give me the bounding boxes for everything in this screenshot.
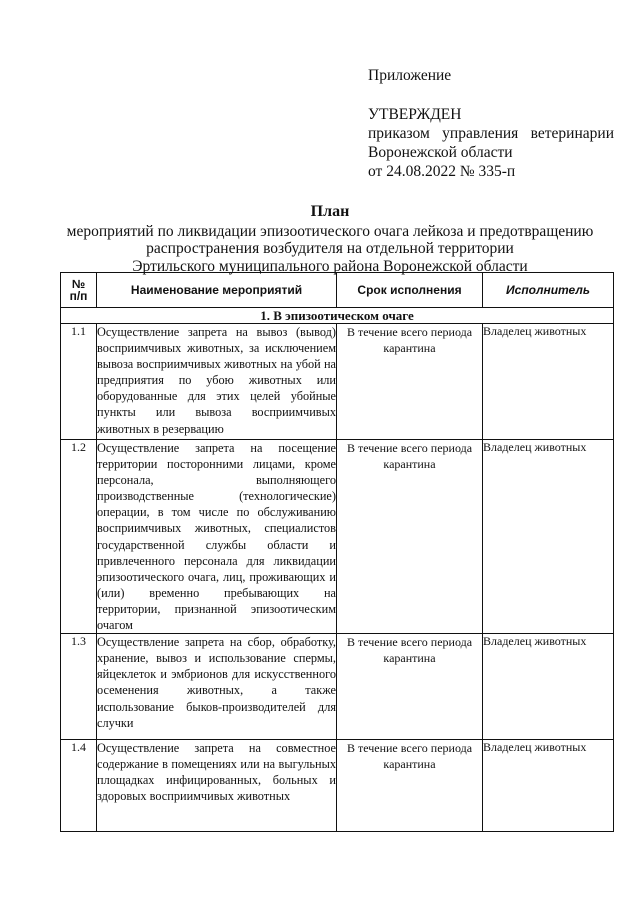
row-number: 1.3	[61, 634, 97, 740]
order-line-3: от 24.08.2022 № 335-п	[368, 163, 516, 180]
table-header-row	[61, 273, 614, 308]
document-title	[60, 203, 600, 275]
row-executor: Владелец животных	[483, 740, 614, 832]
row-period: В течение всего периода карантина	[337, 634, 483, 740]
row-period: В течение всего периода карантина	[337, 740, 483, 832]
row-executor: Владелец животных	[483, 440, 614, 634]
table-row	[61, 740, 614, 832]
appendix-label: Приложение	[368, 67, 452, 84]
table-row	[61, 440, 614, 634]
order-line-2: Воронежской области	[368, 144, 513, 161]
title-line-2: распространения возбудителя на отдельной территории	[146, 240, 514, 257]
section-title: 1. В эпизоотическом очаге	[61, 308, 614, 324]
row-measure: Осуществление запрета на вывоз (вывод) восприимчивых животных, за исключением вывоза восприимчивых животных на убой на предприятия по убою животных или оборудованные для этих целей убойные пункты или вывоза восприимчивых животных в резервацию	[97, 324, 337, 440]
measures-table	[60, 272, 614, 832]
table-row	[61, 324, 614, 440]
header-executor: Исполнитель	[483, 273, 614, 308]
section-row	[61, 308, 614, 324]
row-number: 1.4	[61, 740, 97, 832]
approved-label: УТВЕРЖДЕН	[368, 106, 462, 123]
header-name: Наименование мероприятий	[97, 273, 337, 308]
row-executor: Владелец животных	[483, 324, 614, 440]
approval-header	[368, 66, 614, 181]
header-period: Срок исполнения	[337, 273, 483, 308]
row-measure: Осуществление запрета на сбор, обработку, хранение, вывоз и использование спермы, яйцеклеток и эмбрионов для искусственного осеменения животных, а также использование быков-производителей для случки	[97, 634, 337, 740]
title-line-3: Эртильского муниципального района Воронежской области	[132, 257, 528, 275]
table-row	[61, 634, 614, 740]
order-line-1: приказом управления ветеринарии	[368, 125, 614, 142]
row-measure: Осуществление запрета на совместное содержание в помещениях или на выгульных площадках инфицированных, больных и здоровых восприимчивых животных	[97, 740, 337, 832]
header-num: № п/п	[61, 273, 97, 308]
row-period: В течение всего периода карантина	[337, 324, 483, 440]
title-line-1: мероприятий по ликвидации эпизоотического очага лейкоза и предотвращению	[66, 222, 594, 240]
row-executor: Владелец животных	[483, 634, 614, 740]
row-number: 1.1	[61, 324, 97, 440]
title-plan: План	[310, 203, 350, 220]
row-period: В течение всего периода карантина	[337, 440, 483, 634]
row-measure: Осуществление запрета на посещение территории посторонними лицами, кроме персонала, выполняющего производственные (технологические) операции, в том числе по обслуживанию восприимчивых животных, специалистов государственной службы области и привлеченного персонала для ликвидации эпизоотического очага, лиц, проживающих и (или) временно пребывающих на территории, признанной эпизоотическим очагом	[97, 441, 336, 633]
row-number: 1.2	[61, 440, 97, 634]
